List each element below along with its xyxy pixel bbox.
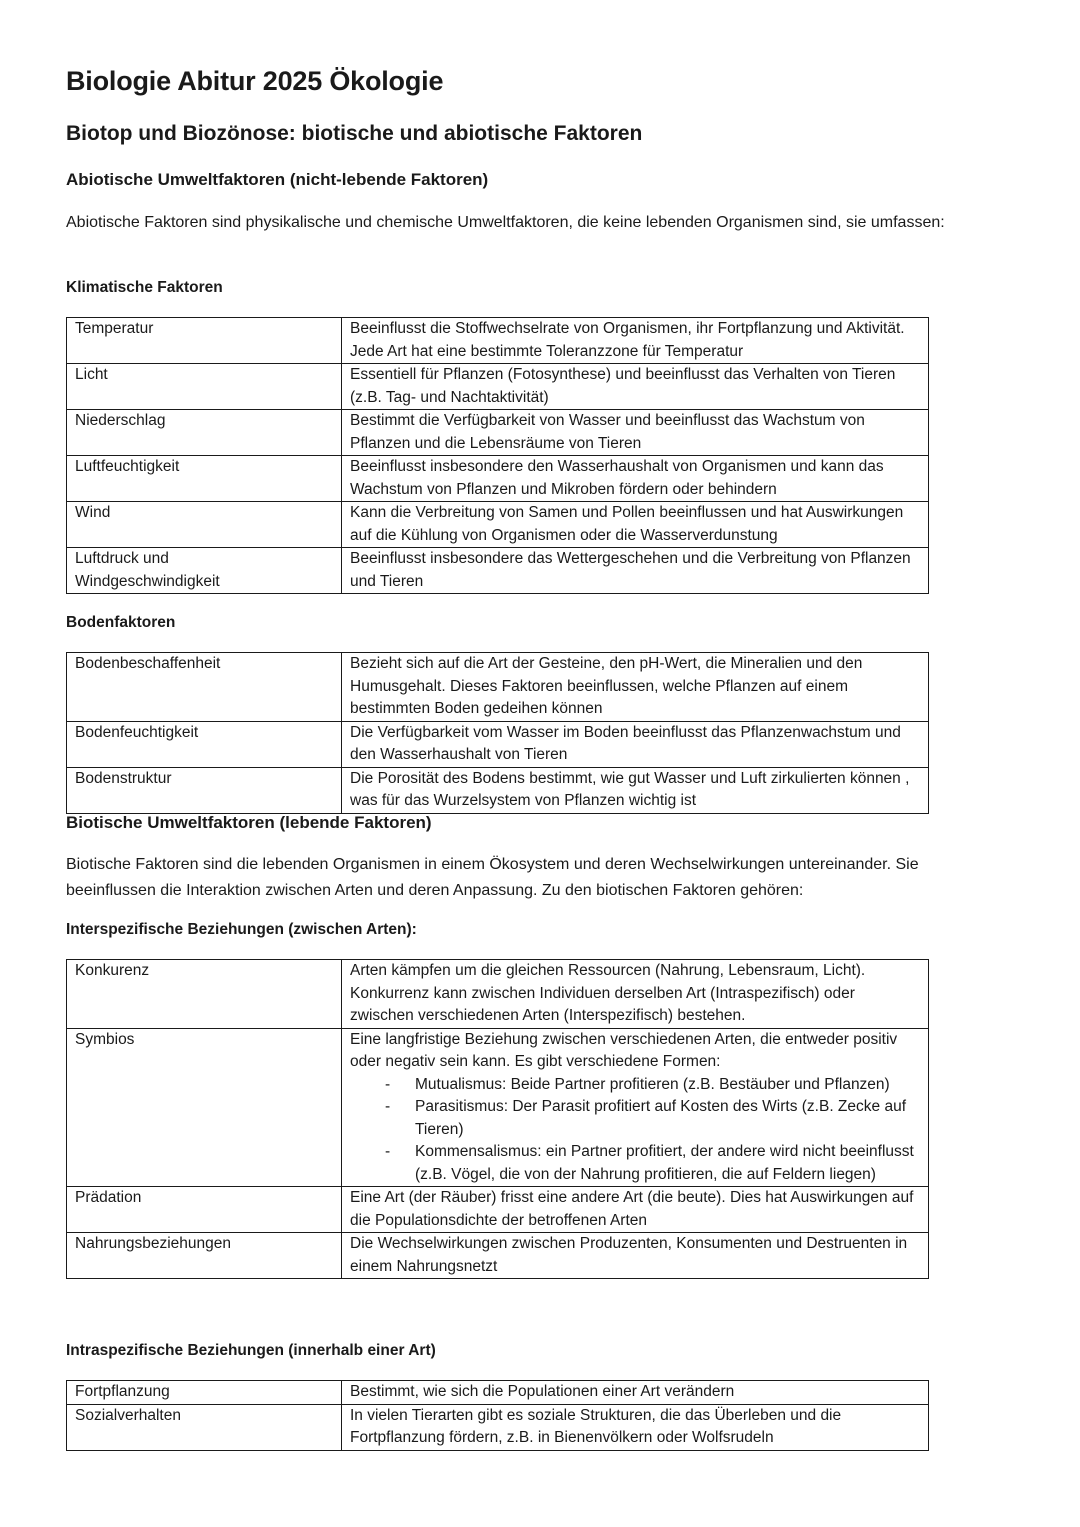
table-row: [67, 502, 929, 548]
interspecific-heading: Interspezifische Beziehungen (zwischen Arten):: [66, 921, 417, 938]
factor-description: Beeinflusst insbesondere den Wasserhaushalt von Organismen und kann das Wachstum von Pflanzen und Mikroben fördern oder behindern: [342, 456, 929, 502]
factor-description: Die Wechselwirkungen zwischen Produzenten, Konsumenten und Destruenten in einem Nahrungsnetzt: [342, 1233, 929, 1279]
factor-name: Bodenfeuchtigkeit: [67, 721, 342, 767]
factor-description: Eine langfristige Beziehung zwischen verschiedenen Arten, die entweder positiv oder negativ sein kann. Es gibt verschiedene Formen:: [350, 1030, 898, 1070]
table-row: [67, 1233, 929, 1279]
factor-description: Essentiell für Pflanzen (Fotosynthese) und beeinflusst das Verhalten von Tieren (z.B. Tag- und Nachtaktivität): [342, 364, 929, 410]
factor-name: Fortpflanzung: [67, 1381, 342, 1405]
factor-description-cell: [342, 1028, 929, 1187]
factor-name: Prädation: [67, 1187, 342, 1233]
factor-description: Beeinflusst die Stoffwechselrate von Organismen, ihr Fortpflanzung und Aktivität. Jede Art hat eine bestimmte Toleranzzone für Temperatur: [342, 318, 929, 364]
biotic-intro: Biotische Faktoren sind die lebenden Organismen in einem Ökosystem und deren Wechselwirkungen untereinander. Sie beeinflussen die Interaktion zwischen Arten und deren Anpassung. Zu den biotischen Faktoren gehören:: [66, 856, 919, 899]
interspecific-table: [66, 959, 929, 1279]
table-row: [67, 1381, 929, 1405]
factor-name: Luftdruck und Windgeschwindigkeit: [67, 548, 342, 594]
factor-name: Temperatur: [67, 318, 342, 364]
list-item: - Mutualismus: Beide Partner profitieren (z.B. Bestäuber und Pflanzen): [385, 1074, 920, 1097]
table-row: [67, 1187, 929, 1233]
table-row: [67, 318, 929, 364]
list-item: - Parasitismus: Der Parasit profitiert auf Kosten des Wirts (z.B. Zecke auf Tieren): [385, 1096, 920, 1141]
table-row: [67, 456, 929, 502]
factor-description: Bestimmt, wie sich die Populationen einer Art verändern: [342, 1381, 929, 1405]
factor-description: Bestimmt die Verfügbarkeit von Wasser und beeinflusst das Wachstum von Pflanzen und die Lebensräume von Tieren: [342, 410, 929, 456]
table-row: [67, 410, 929, 456]
table-row: [67, 364, 929, 410]
soil-factors-table: [66, 652, 929, 814]
table-row: [67, 653, 929, 722]
factor-name: Licht: [67, 364, 342, 410]
biotic-heading: Biotische Umweltfaktoren (lebende Faktoren): [66, 813, 432, 832]
table-row: [67, 721, 929, 767]
factor-description: Die Verfügbarkeit vom Wasser im Boden beeinflusst das Pflanzenwachstum und den Wasserhaushalt von Tieren: [342, 721, 929, 767]
factor-name: Symbios: [67, 1028, 342, 1187]
climatic-factors-table: [66, 317, 929, 594]
factor-name: Nahrungsbeziehungen: [67, 1233, 342, 1279]
factor-name: Konkurenz: [67, 960, 342, 1029]
factor-name: Sozialverhalten: [67, 1404, 342, 1450]
table-row: [67, 1404, 929, 1450]
abiotic-heading: Abiotische Umweltfaktoren (nicht-lebende Faktoren): [66, 170, 489, 189]
climatic-heading: Klimatische Faktoren: [66, 279, 223, 296]
factor-description: Eine Art (der Räuber) frisst eine andere Art (die beute). Dies hat Auswirkungen auf die Populationsdichte der betroffenen Arten: [342, 1187, 929, 1233]
symbiosis-forms-list: [350, 1074, 920, 1187]
soil-heading: Bodenfaktoren: [66, 614, 176, 631]
factor-description: Kann die Verbreitung von Samen und Pollen beeinflussen und hat Auswirkungen auf die Kühlung von Organismen oder die Wasserverdunstung: [342, 502, 929, 548]
factor-description: Beeinflusst insbesondere das Wettergeschehen und die Verbreitung von Pflanzen und Tieren: [342, 548, 929, 594]
factor-description: In vielen Tierarten gibt es soziale Strukturen, die das Überleben und die Fortpflanzung fördern, z.B. in Bienenvölkern oder Wolfsrudeln: [342, 1404, 929, 1450]
factor-description: Arten kämpfen um die gleichen Ressourcen (Nahrung, Lebensraum, Licht). Konkurrenz kann zwischen Individuen derselben Art (Intraspezifisch) oder zwischen verschiedenen Arten (Interspezifisch) bestehen.: [342, 960, 929, 1029]
table-row: [67, 767, 929, 813]
factor-name: Niederschlag: [67, 410, 342, 456]
factor-name: Bodenbeschaffenheit: [67, 653, 342, 722]
table-row: [67, 960, 929, 1029]
table-row: [67, 548, 929, 594]
factor-description: Die Porosität des Bodens bestimmt, wie gut Wasser und Luft zirkulierten können , was für das Wurzelsystem von Pflanzen wichtig ist: [342, 767, 929, 813]
factor-description: Bezieht sich auf die Art der Gesteine, den pH-Wert, die Mineralien und den Humusgehalt. Dieses Faktoren beeinflussen, welche Pflanzen auf einem bestimmten Boden gedeihen können: [342, 653, 929, 722]
factor-name: Wind: [67, 502, 342, 548]
factor-name: Bodenstruktur: [67, 767, 342, 813]
intraspecific-table: [66, 1380, 929, 1451]
section-title: Biotop und Biozönose: biotische und abiotische Faktoren: [66, 122, 643, 145]
list-item: - Kommensalismus: ein Partner profitiert, der andere wird nicht beeinflusst (z.B. Vögel, die von der Nahrung profitieren, die auf Feldern liegen): [385, 1141, 920, 1186]
document-title: Biologie Abitur 2025 Ökologie: [66, 66, 444, 96]
abiotic-intro: Abiotische Faktoren sind physikalische und chemische Umweltfaktoren, die keine lebenden Organismen sind, sie umfassen:: [66, 214, 945, 231]
factor-name: Luftfeuchtigkeit: [67, 456, 342, 502]
intraspecific-heading: Intraspezifische Beziehungen (innerhalb einer Art): [66, 1342, 436, 1359]
table-row: [67, 1028, 929, 1187]
